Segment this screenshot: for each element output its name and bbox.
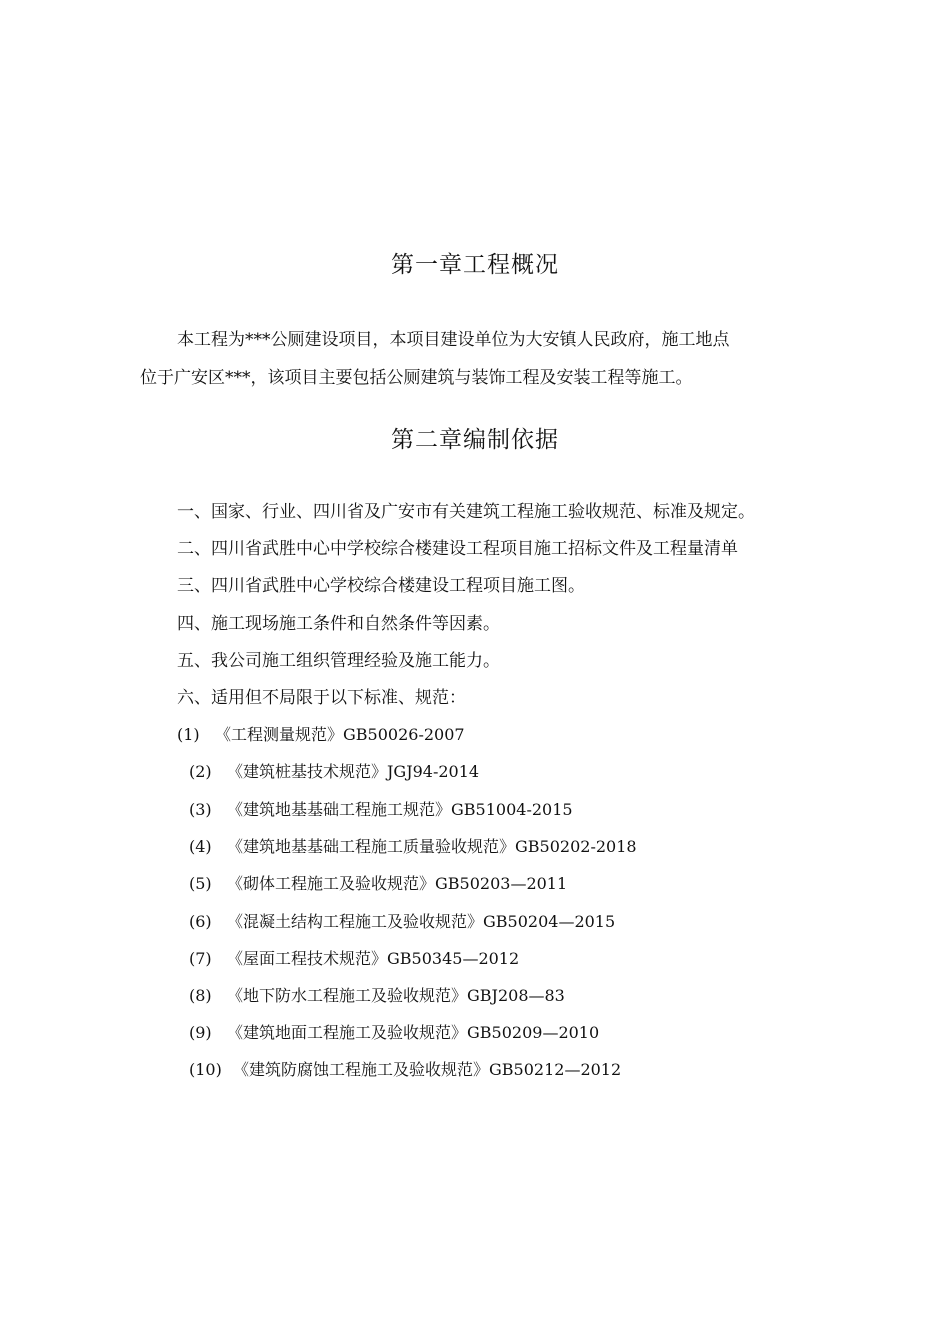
overview-paragraph-line-1: 本工程为***公厕建设项目，本项目建设单位为大安镇人民政府，施工地点	[177, 330, 730, 350]
standard-number: (9)	[189, 1023, 212, 1042]
standard-item	[177, 723, 465, 747]
standard-item	[189, 760, 479, 784]
standard-text: 《建筑防腐蚀工程施工及验收规范》GB50212—2012	[233, 1060, 622, 1079]
overview-paragraph-line-2: 位于广安区***，该项目主要包括公厕建筑与装饰工程及安装工程等施工。	[140, 368, 693, 388]
standard-item	[189, 798, 573, 822]
standard-item	[189, 1021, 599, 1045]
standard-number: (2)	[189, 762, 212, 781]
basis-item: 四、施工现场施工条件和自然条件等因素。	[177, 614, 500, 634]
standard-item	[189, 947, 519, 971]
standard-number: (6)	[189, 912, 212, 931]
standard-text: 《地下防水工程施工及验收规范》GBJ208—83	[227, 986, 565, 1005]
basis-item: 二、四川省武胜中心中学校综合楼建设工程项目施工招标文件及工程量清单	[177, 539, 738, 559]
standard-text: 《混凝土结构工程施工及验收规范》GB50204—2015	[227, 912, 616, 931]
standard-item	[189, 984, 565, 1008]
standard-number: (1)	[177, 725, 200, 744]
standard-text: 《建筑地面工程施工及验收规范》GB50209—2010	[227, 1023, 600, 1042]
standard-item	[189, 1058, 621, 1082]
standard-item	[189, 835, 637, 859]
standard-text: 《建筑地基基础工程施工规范》GB51004-2015	[227, 800, 573, 819]
standard-number: (5)	[189, 874, 212, 893]
standard-text: 《砌体工程施工及验收规范》GB50203—2011	[227, 874, 568, 893]
basis-item: 三、四川省武胜中心学校综合楼建设工程项目施工图。	[177, 576, 585, 596]
standard-number: (10)	[189, 1060, 222, 1079]
standard-number: (8)	[189, 986, 212, 1005]
basis-item: 五、我公司施工组织管理经验及施工能力。	[177, 651, 500, 671]
chapter-1-title: 第一章工程概况	[391, 252, 559, 278]
standard-item	[189, 910, 615, 934]
basis-item: 一、国家、行业、四川省及广安市有关建筑工程施工验收规范、标准及规定。	[177, 502, 755, 522]
chapter-2-title: 第二章编制依据	[391, 427, 559, 453]
standard-text: 《建筑桩基技术规范》JGJ94-2014	[227, 762, 480, 781]
standard-number: (4)	[189, 837, 212, 856]
standard-number: (3)	[189, 800, 212, 819]
standard-text: 《屋面工程技术规范》GB50345—2012	[227, 949, 520, 968]
standard-text: 《建筑地基基础工程施工质量验收规范》GB50202-2018	[227, 837, 637, 856]
standard-item	[189, 872, 567, 896]
standard-number: (7)	[189, 949, 212, 968]
standard-text: 《工程测量规范》GB50026-2007	[215, 725, 465, 744]
basis-item: 六、适用但不局限于以下标准、规范：	[177, 688, 466, 708]
